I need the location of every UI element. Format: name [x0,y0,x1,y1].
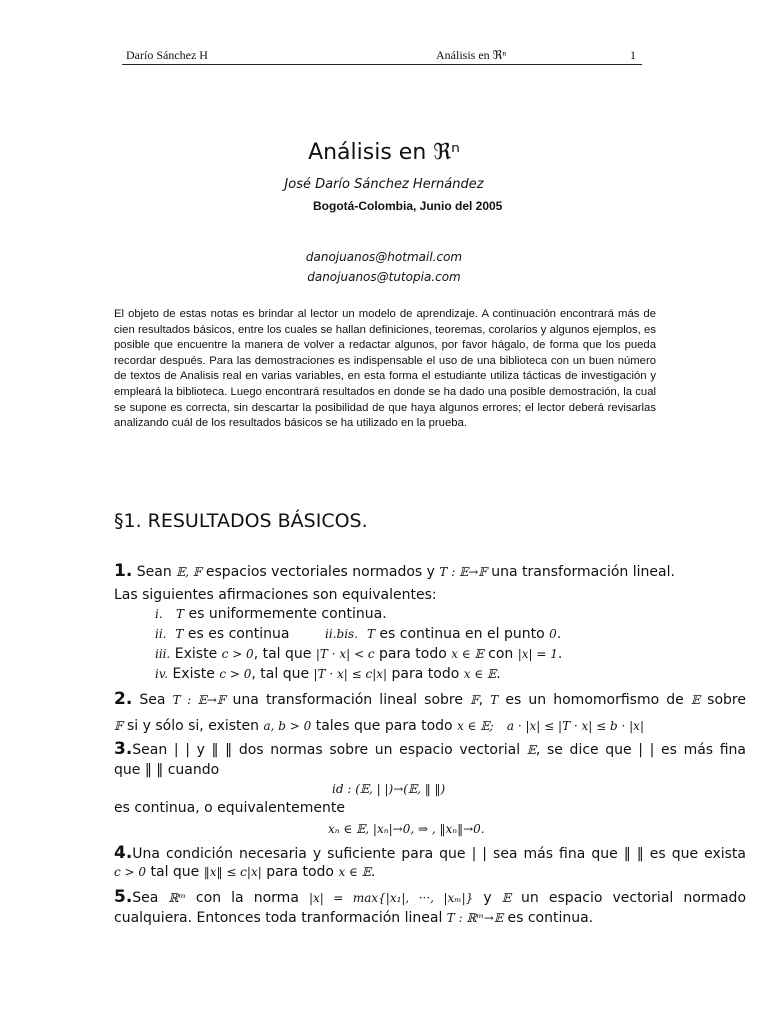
page-header [122,44,642,65]
result-3-equivalently: es continua, o equivalentemente [114,800,345,816]
text: , [478,692,491,708]
text: Sean [132,564,177,580]
intro-paragraph: El objeto de estas notas es brindar al lector un modelo de aprendizaje. A continuación encontrará más de cien resultados básicos, entre los cuales se hallan definiciones, teoremas, corolarios y algunos ejemplos, es posible que encuentre la manera de volver a redactar algunos, por favor hágalo, de forma que los pueda recordar después. Para las demostraciones es indispensable el uso de una biblioteca con un buen número de textos de Analisis real en varias variables, en esta forma el estudiante utiliza tácticas de investigación y empleará la biblioteca. Luego encontrará resultados en donde se ha dado una posible demostración, la cual se supone es correcta, sin descartar la posibilidad de que haya algunos errores; el lector deberá revisarlas analizando cuál de los resultados básicos se ha utilizado en la prueba. [114,308,656,430]
result-4-statement [114,843,746,863]
text: , se dice que | | es más fina [535,742,746,758]
section-title: §1. RESULTADOS BÁSICOS. [114,510,368,532]
text: con [483,646,518,662]
text: un espacio vectorial normado [510,890,747,906]
text: . [370,864,376,880]
text: espacios vectoriales normados y [201,564,440,580]
header-title: Análisis en ℜⁿ [436,48,507,62]
result-2-statement [114,689,746,709]
result-number: 3. [114,739,133,759]
text: , tal que [251,666,314,682]
result-3-statement [114,739,746,759]
text: con la norma [185,890,309,906]
text: Existe [168,666,220,682]
math: T : ℝᵐ→𝔼 [446,911,504,925]
math: |T · x| < c [315,647,375,661]
result-number: 2. [114,689,133,709]
math: x ∈ 𝔼 [463,667,497,681]
text: para todo [261,864,339,880]
email-hotmail[interactable]: danojuanos@hotmail.com [305,250,463,264]
text: Sea [132,890,169,906]
email-tutopia[interactable]: danojuanos@tutopia.com [307,270,461,284]
math: i. [155,607,163,621]
result-1-item-iv [155,666,501,682]
math: ‖x‖ ≤ c|x| [203,865,262,879]
math: 𝔼 [501,891,511,905]
math: T [176,607,185,621]
text: Una condición necesaria y suficiente para que | | sea más fina que ‖ ‖ es que exista [132,846,746,862]
math: T : 𝔼→𝔽 [172,693,226,707]
text: si y sólo si, existen [122,718,264,734]
text: tales que para todo [311,718,458,734]
math: x ∈ 𝔼 [338,865,371,879]
header-author: Darío Sánchez H [126,48,208,62]
text: es uniformemente continua. [184,606,387,622]
math: ii. [155,627,167,641]
math: a, b > 0 [263,719,312,733]
math: 0 [549,627,557,641]
text: Sea [132,692,173,708]
result-number: 1. [114,561,133,581]
text: sobre [700,692,746,708]
math: |x| = 1 [517,647,558,661]
math: c > 0 [114,865,147,879]
result-number: 5. [114,887,133,907]
math: id : (𝔼, | |)→(𝔼, ‖ ‖) [332,782,446,796]
result-4-condition [114,864,375,880]
math: 𝔽 [114,719,123,733]
math: 𝔽 [470,693,479,707]
math: c > 0 [221,647,254,661]
math: T [490,693,499,707]
math: 𝔼 [526,743,536,757]
math: |x| = max{|x₁|, ···, |xₘ|} [309,891,474,905]
math: x ∈ 𝔼 [451,647,484,661]
math: 𝔼, 𝔽 [176,565,202,579]
document-place-date: Bogotá-Colombia, Junio del 2005 [313,199,503,213]
math: xₙ ∈ 𝔼, |xₙ|→0, ⇒ , ‖xₙ‖→0. [328,822,485,836]
math: ii.bis. [325,627,359,641]
text: una transformación lineal. [486,564,675,580]
text: . [496,666,501,682]
text: Existe [170,646,222,662]
text: para todo [374,646,452,662]
math: |T · x| ≤ c|x| [313,667,388,681]
text: . [556,626,562,642]
math: iii. [155,647,171,661]
result-3-sequence-condition [328,821,485,837]
math: x ∈ 𝔼; [457,719,494,733]
text: tal que [146,864,204,880]
math: T [175,627,184,641]
math: ℝᵐ [168,891,186,905]
result-3-continuation: que ‖ ‖ cuando [114,762,220,778]
math: T [366,627,375,641]
result-5-statement [114,887,746,907]
result-1-item-iii [155,646,562,662]
text: cualquiera. Entonces toda tranformación lineal [114,910,447,926]
text: . [557,646,563,662]
text: Sean | | y ‖ ‖ dos normas sobre un espacio vectorial [132,742,527,758]
text: es un homomorfismo de [498,692,691,708]
document-author: José Darío Sánchez Hernández [284,177,484,192]
text: , tal que [253,646,316,662]
math: T : 𝔼→𝔽 [439,565,487,579]
result-5-conclusion [114,910,593,926]
text: es continua en el punto [374,626,550,642]
text: es continua. [503,910,594,926]
text: una transformación lineal sobre [225,692,471,708]
math: iv. [155,667,169,681]
result-2-condition [114,718,644,734]
text: para todo [387,666,464,682]
math: 𝔼 [690,693,701,707]
result-number: 4. [114,843,133,863]
math: c > 0 [219,667,252,681]
text: y [473,890,502,906]
result-1-item-i [155,606,387,622]
result-1-statement [114,561,675,581]
result-1-equivalences-intro: Las siguientes afirmaciones son equivalentes: [114,587,437,603]
result-3-identity-map [332,781,445,797]
math: a · |x| ≤ |T · x| ≤ b · |x| [506,719,644,733]
header-page-number: 1 [630,48,636,62]
text: es es continua [183,626,290,642]
result-1-item-ii [155,626,561,642]
document-title: Análisis en ℜⁿ [308,140,460,165]
